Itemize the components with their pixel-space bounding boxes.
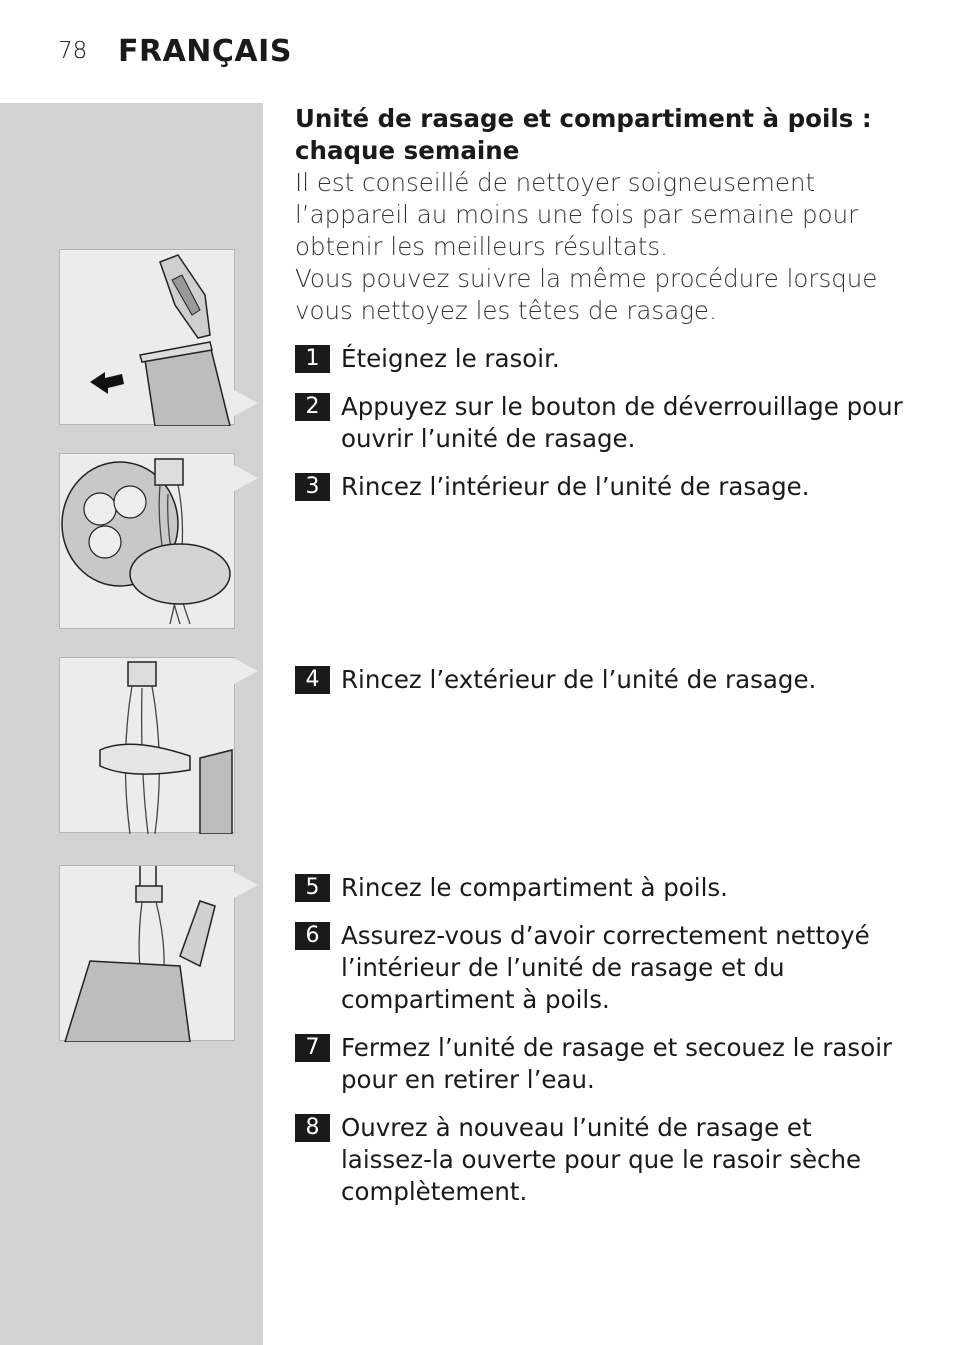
step-text: Ouvrez à nouveau l’unité de rasage et laissez-la ouverte pour que le rasoir sèche complètement. — [341, 1113, 862, 1206]
figure-pointer — [234, 465, 258, 491]
figure-pointer — [234, 390, 258, 416]
step-8 — [295, 1112, 905, 1208]
step-number: 5 — [295, 874, 330, 902]
step-number: 6 — [295, 922, 330, 950]
step-7 — [295, 1032, 905, 1096]
step-number: 8 — [295, 1114, 330, 1142]
rinse-inside-illustration — [59, 453, 235, 629]
step-2 — [295, 391, 905, 455]
step-number: 3 — [295, 473, 330, 501]
section-title: FRANÇAIS — [118, 34, 292, 69]
step-text: Rincez l’intérieur de l’unité de rasage. — [341, 472, 810, 501]
step-text: Appuyez sur le bouton de déverrouillage pour ouvrir l’unité de rasage. — [341, 392, 903, 453]
figure-pointer — [234, 872, 258, 898]
step-number: 1 — [295, 345, 330, 373]
step-6 — [295, 920, 905, 1016]
open-shaving-unit-illustration — [59, 249, 235, 425]
step-3 — [295, 471, 905, 503]
step-number: 2 — [295, 393, 330, 421]
step-text: Rincez le compartiment à poils. — [341, 873, 728, 902]
step-text: Rincez l’extérieur de l’unité de rasage. — [341, 665, 817, 694]
intro-paragraph: Vous pouvez suivre la même procédure lorsque vous nettoyez les têtes de rasage. — [295, 264, 878, 325]
step-number: 7 — [295, 1034, 330, 1062]
step-number: 4 — [295, 666, 330, 694]
step-text: Éteignez le rasoir. — [341, 344, 560, 373]
step-1 — [295, 343, 905, 375]
step-5 — [295, 872, 905, 904]
step-4 — [295, 664, 905, 696]
rinse-hair-chamber-illustration — [59, 865, 235, 1041]
section-heading: Unité de rasage et compartiment à poils : chaque semaine — [295, 104, 872, 165]
intro-paragraph: Il est conseillé de nettoyer soigneusement l’appareil au moins une fois par semaine pour obtenir les meilleurs résultats. — [295, 168, 859, 261]
intro-text — [295, 167, 915, 327]
step-text: Assurez-vous d’avoir correctement nettoyé l’intérieur de l’unité de rasage et du compartiment à poils. — [341, 921, 870, 1014]
rinse-outside-illustration — [59, 657, 235, 833]
figure-pointer — [234, 658, 258, 684]
step-text: Fermez l’unité de rasage et secouez le rasoir pour en retirer l’eau. — [341, 1033, 893, 1094]
page-number: 78 — [58, 38, 88, 64]
